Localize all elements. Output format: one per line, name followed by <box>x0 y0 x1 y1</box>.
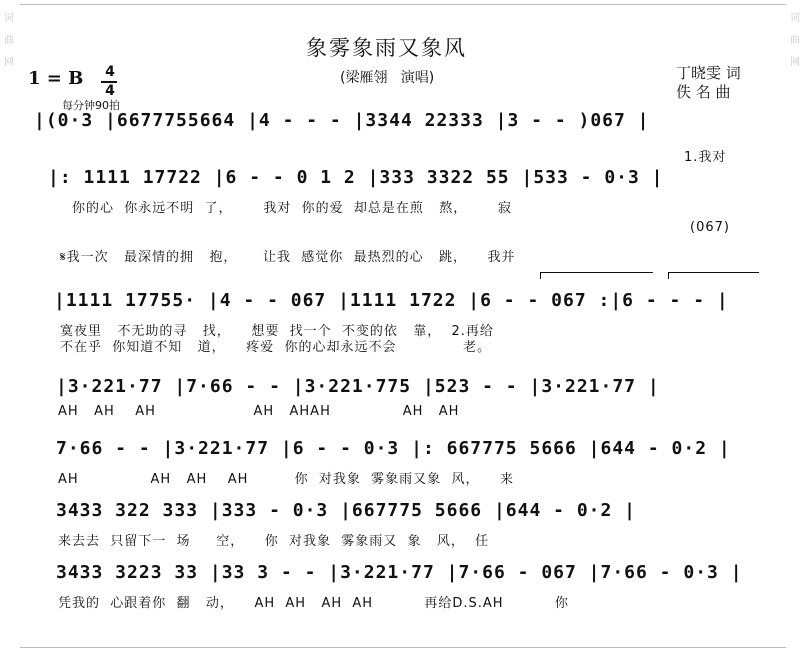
system-1-notes: |(0·3 |6677755664 |4 - - - |3344 22333 |3 - - )067 | <box>34 110 650 131</box>
lyricist-credit: 丁晓雯 词 <box>676 64 741 82</box>
system-2-notes: |: 1111 17722 |6 - - 0 1 2 |333 3322 55 |533 - 0·3 | <box>48 167 664 188</box>
system-2-lyric-1: 你的心 你永远不明 了， 我对 你的爱 却总是在煎 熬， 寂 <box>72 201 513 216</box>
system-7-notes: 3433 322 333 |333 - 0·3 |667775 5666 |644 - 0·2 | <box>56 500 637 521</box>
system-7-lyric-1: 来去去 只留下一 场 空， 你 对我象 雾象雨又 象 风， 任 <box>58 534 490 549</box>
system-5-notes: |3·221·77 |7·66 - - |3·221·775 |523 - - |3·221·77 | <box>56 376 660 397</box>
volta-1-bracket <box>540 272 653 279</box>
performer-line: (梁雁翎 演唱) <box>340 70 435 86</box>
page-top-rule <box>20 4 786 5</box>
system-4-lyric-1: 寞夜里 不无助的寻 找， 想要 找一个 不变的依 靠， 2.再给 <box>60 324 494 339</box>
volta-2-bracket <box>668 272 759 279</box>
system-6-lyric-1: AH AH AH AH 你 对我象 雾象雨又象 风， 来 <box>58 472 514 487</box>
system-5-lyric-1: AH AH AH AH AHAH AH AH <box>58 404 460 419</box>
system-8-lyric-1: 凭我的 心跟着你 翻 动， AH AH AH AH 再给D.S.AH 你 <box>58 596 569 611</box>
composer-credit: 佚 名 曲 <box>676 83 731 101</box>
watermark-left: 词曲网 <box>4 13 14 68</box>
system-6-notes: 7·66 - - |3·221·77 |6 - - 0·3 |: 667775 5666 |644 - 0·2 | <box>56 438 731 459</box>
page-bottom-rule <box>20 647 786 648</box>
song-title: 象雾象雨又象风 <box>306 36 467 60</box>
time-signature-bottom: 4 <box>105 83 115 99</box>
system-3-lyric-1: 𝄋我一次 最深情的拥 抱， 让我 感觉你 最热烈的心 跳， 我并 <box>60 250 516 265</box>
tempo-marking: 每分钟90拍 <box>62 99 120 112</box>
system-2-lyric-2: (067) <box>690 220 730 235</box>
watermark-right: 词曲网 <box>790 13 800 68</box>
system-1-lyric-1: 1.我对 <box>684 150 727 165</box>
system-4-lyric-2: 不在乎 你知道不知 道， 疼爱 你的心却永远不会 老。 <box>60 340 492 355</box>
key-signature: 1 = B <box>28 68 84 89</box>
system-8-notes: 3433 3223 33 |33 3 - - |3·221·77 |7·66 - 067 |7·66 - 0·3 | <box>56 562 743 583</box>
time-signature-top: 4 <box>105 64 115 80</box>
system-4-notes: |1111 17755· |4 - - 067 |1111 1722 |6 - - 067 :|6 - - - | <box>54 290 729 311</box>
